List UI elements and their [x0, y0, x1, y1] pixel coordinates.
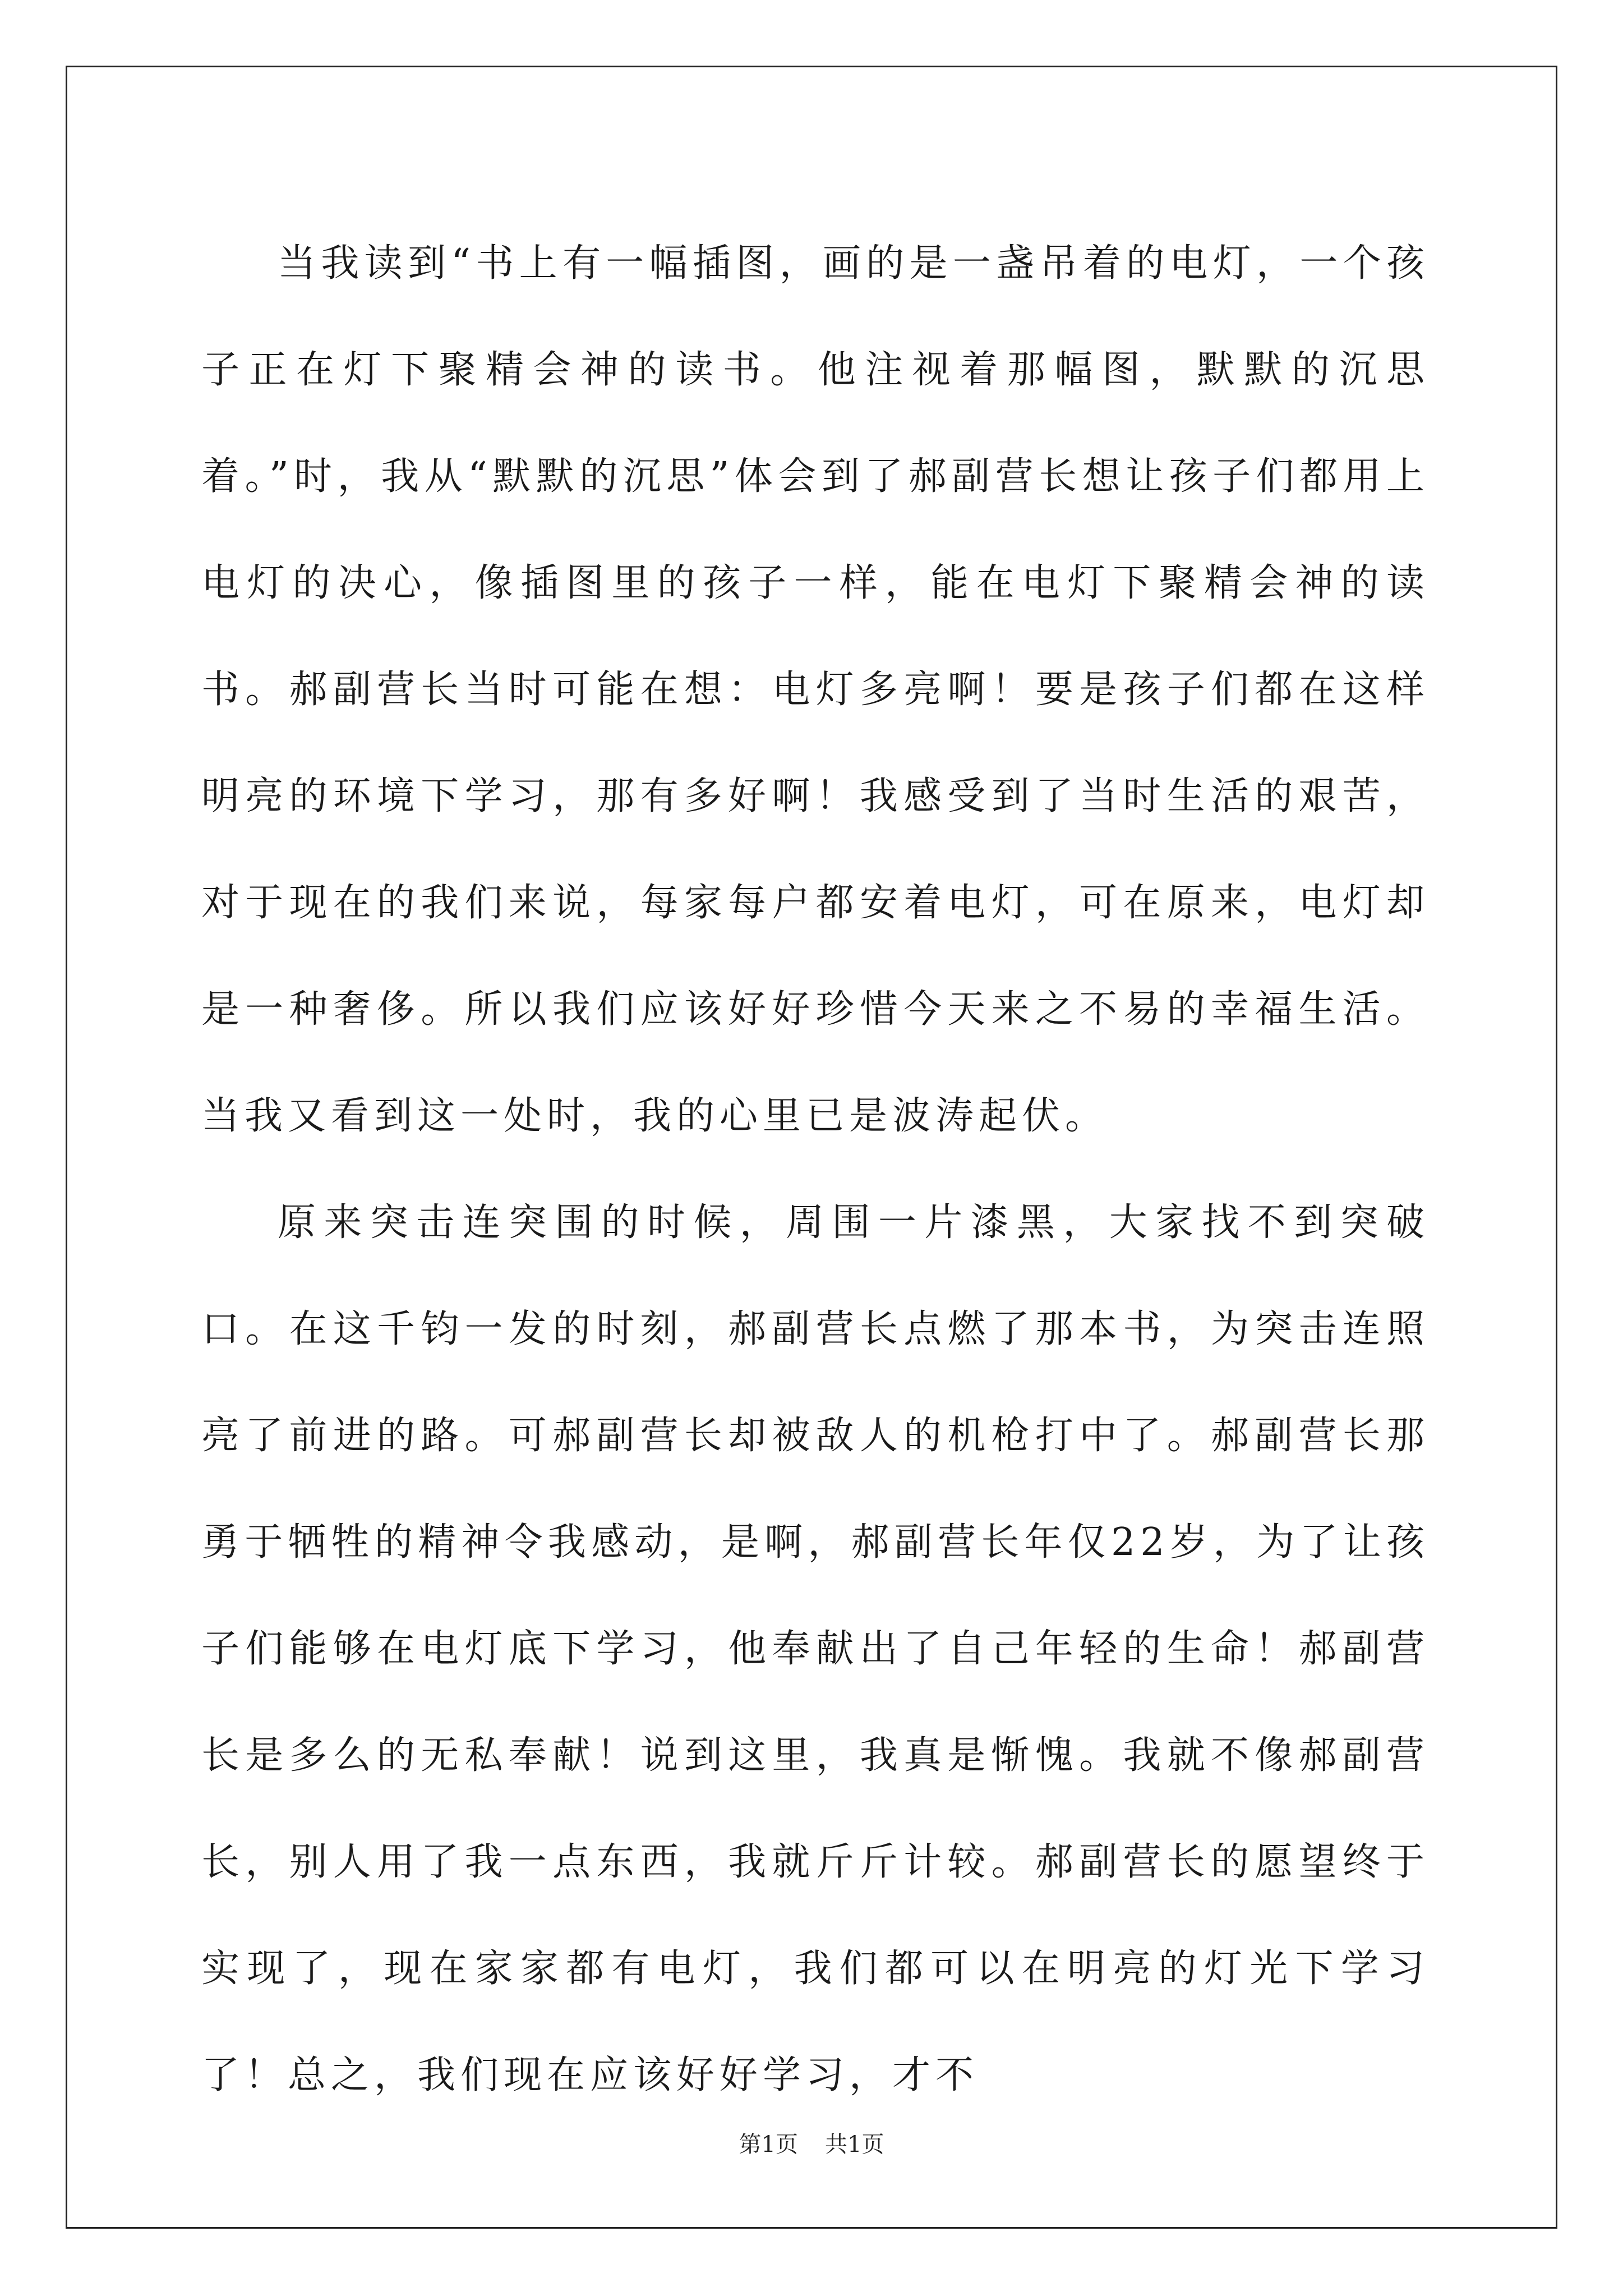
- page-footer: [0, 2131, 1623, 2159]
- page-number-current: 第1页: [739, 2132, 798, 2157]
- paragraph-1: 当我读到“书上有一幅插图，画的是一盏吊着的电灯，一个孩子正在灯下聚精会神的读书。他注视着那幅图，默默的沉思着。”时，我从“默默的沉思”体会到了郝副营长想让孩子们都用上电灯的决心，像插图里的孩子一样，能在电灯下聚精会神的读书。郝副营长当时可能在想：电灯多亮啊！要是孩子们都在这样明亮的环境下学习，那有多好啊！我感受到了当时生活的艰苦，对于现在的我们来说，每家每户都安着电灯，可在原来，电灯却是一种奢侈。所以我们应该好好珍惜今天来之不易的幸福生活。当我又看到这一处时，我的心里已是波涛起伏。: [201, 241, 1430, 1138]
- paragraph-2: 原来突击连突围的时候，周围一片漆黑，大家找不到突破口。在这千钧一发的时刻，郝副营长点燃了那本书，为突击连照亮了前进的路。可郝副营长却被敌人的机枪打中了。郝副营长那勇于牺牲的精神令我感动，是啊，郝副营长年仅22岁，为了让孩子们能够在电灯底下学习，他奉献出了自己年轻的生命！郝副营长是多么的无私奉献！说到这里，我真是惭愧。我就不像郝副营长，别人用了我一点东西，我就斤斤计较。郝副营长的愿望终于实现了，现在家家都有电灯，我们都可以在明亮的灯光下学习了！总之，我们现在应该好好学习，才不: [201, 1200, 1430, 2097]
- document-body: [201, 210, 1430, 2129]
- page-number-total: 共1页: [825, 2132, 884, 2157]
